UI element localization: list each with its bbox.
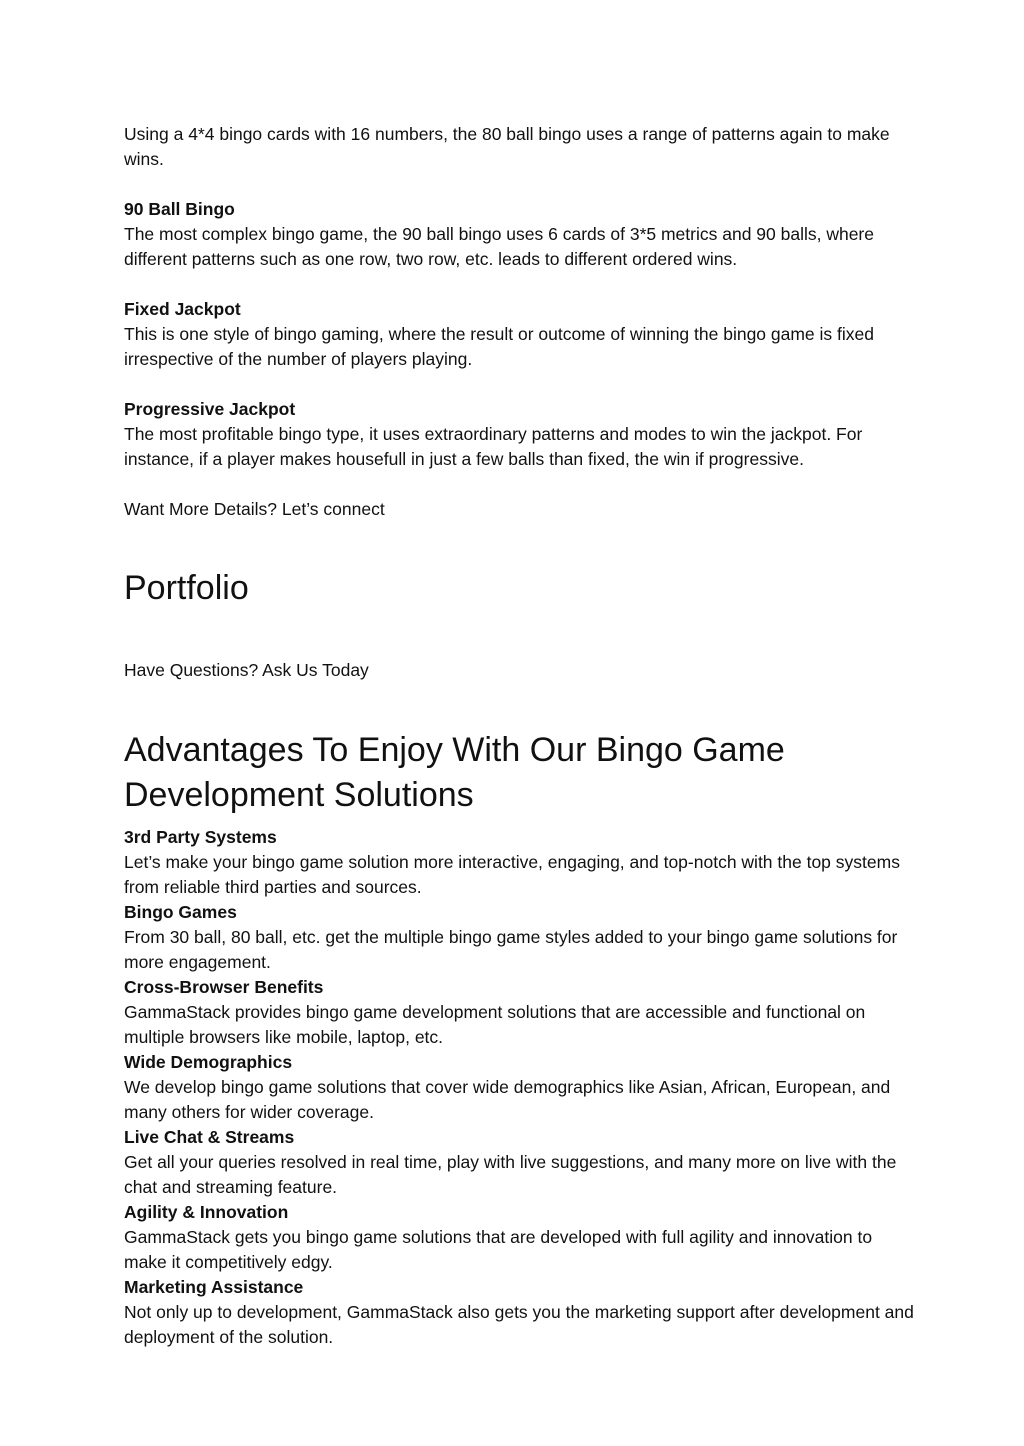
advantage-item <box>124 1050 914 1125</box>
advantage-body: GammaStack gets you bingo game solutions that are developed with full agility and innovation to make it competitively edgy. <box>124 1227 873 1272</box>
type-body: The most profitable bingo type, it uses extraordinary patterns and modes to win the jackpot. For instance, if a player makes housefull in just a few balls than fixed, the win if progressive. <box>124 424 863 469</box>
intro-80-ball-paragraph: Using a 4*4 bingo cards with 16 numbers, the 80 ball bingo uses a range of patterns again to make wins. <box>124 124 890 169</box>
details-cta: Want More Details? Let’s connect <box>124 499 385 519</box>
type-title: Fixed Jackpot <box>124 299 241 319</box>
advantage-body: Let’s make your bingo game solution more interactive, engaging, and top-notch with the top systems from reliable third parties and sources. <box>124 852 900 897</box>
portfolio-heading: Portfolio <box>124 569 249 607</box>
advantage-title: Agility & Innovation <box>124 1202 289 1222</box>
advantage-body: We develop bingo game solutions that cover wide demographics like Asian, African, European, and many others for wider coverage. <box>124 1077 891 1122</box>
advantage-title: Bingo Games <box>124 902 237 922</box>
advantage-title: Live Chat & Streams <box>124 1127 295 1147</box>
advantage-item <box>124 1275 914 1350</box>
type-fixed-jackpot <box>124 297 914 372</box>
advantage-body: GammaStack provides bingo game development solutions that are accessible and functional on multiple browsers like mobile, laptop, etc. <box>124 1002 866 1047</box>
advantage-item <box>124 900 914 975</box>
advantage-body: Not only up to development, GammaStack also gets you the marketing support after development and deployment of the solution. <box>124 1302 914 1347</box>
type-90-ball <box>124 197 914 272</box>
advantage-item <box>124 975 914 1050</box>
type-body: The most complex bingo game, the 90 ball bingo uses 6 cards of 3*5 metrics and 90 balls, where different patterns such as one row, two row, etc. leads to different ordered wins. <box>124 224 874 269</box>
advantages-heading: Advantages To Enjoy With Our Bingo Game Development Solutions <box>124 731 785 814</box>
advantage-body: From 30 ball, 80 ball, etc. get the multiple bingo game styles added to your bingo game solutions for more engagement. <box>124 927 898 972</box>
advantages-list <box>124 825 914 1350</box>
type-body: This is one style of bingo gaming, where the result or outcome of winning the bingo game is fixed irrespective of the number of players playing. <box>124 324 874 369</box>
document-page <box>124 122 914 1350</box>
advantage-item <box>124 1125 914 1200</box>
type-title: Progressive Jackpot <box>124 399 296 419</box>
questions-cta: Have Questions? Ask Us Today <box>124 660 369 680</box>
advantage-title: 3rd Party Systems <box>124 827 277 847</box>
type-progressive-jackpot <box>124 397 914 472</box>
advantage-body: Get all your queries resolved in real time, play with live suggestions, and many more on live with the chat and streaming feature. <box>124 1152 897 1197</box>
advantage-title: Marketing Assistance <box>124 1277 304 1297</box>
advantage-item <box>124 1200 914 1275</box>
advantage-title: Cross-Browser Benefits <box>124 977 324 997</box>
advantage-item <box>124 825 914 900</box>
type-title: 90 Ball Bingo <box>124 199 235 219</box>
advantage-title: Wide Demographics <box>124 1052 293 1072</box>
